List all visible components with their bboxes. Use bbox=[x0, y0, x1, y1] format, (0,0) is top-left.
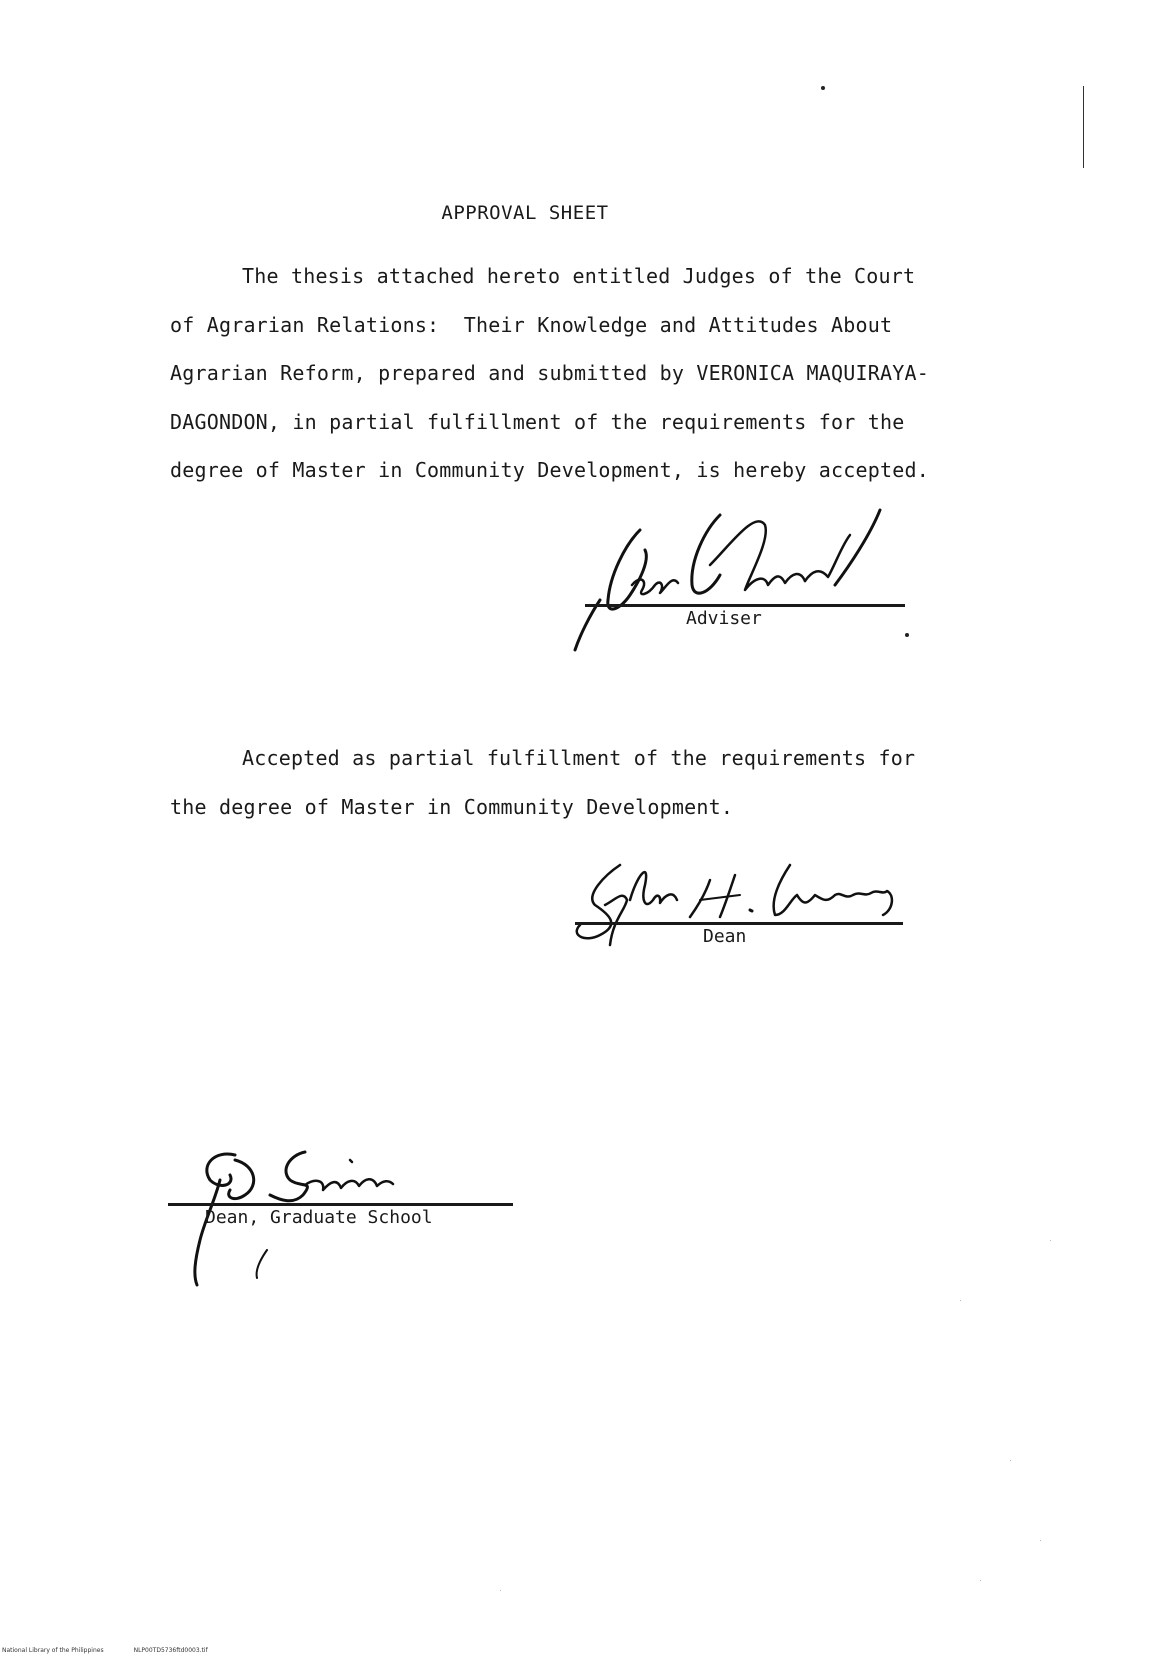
page-title: APPROVAL SHEET bbox=[441, 202, 609, 224]
scan-edge-mark bbox=[1083, 86, 1084, 168]
adviser-signature bbox=[580, 505, 920, 655]
dean-signature-line bbox=[575, 922, 903, 925]
footer-library: National Library of the Philippines bbox=[2, 1647, 104, 1654]
adviser-signature-line bbox=[585, 604, 905, 607]
scan-speckle bbox=[1040, 1540, 1041, 1541]
paragraph-line: Accepted as partial fulfillment of the requirements for bbox=[242, 746, 916, 770]
scan-speckle bbox=[980, 1580, 981, 1581]
acceptance-paragraph bbox=[170, 734, 916, 831]
scan-speckle bbox=[1050, 1240, 1051, 1241]
paragraph-line: Agrarian Reform, prepared and submitted by VERONICA MAQUIRAYA- bbox=[170, 361, 929, 385]
scan-dot bbox=[821, 86, 825, 90]
paragraph-line: DAGONDON, in partial fulfillment of the requirements for the bbox=[170, 409, 905, 434]
graduate-dean-signature-line bbox=[168, 1203, 513, 1206]
approval-paragraph bbox=[170, 252, 929, 495]
adviser-label: Adviser bbox=[686, 608, 762, 629]
graduate-dean-label: Dean, Graduate School bbox=[205, 1207, 433, 1228]
scan-speckle bbox=[500, 1590, 501, 1591]
paragraph-line: degree of Master in Community Development, is hereby accepted. bbox=[170, 458, 929, 482]
paragraph-line: the degree of Master in Community Development. bbox=[170, 794, 734, 819]
scan-speckle bbox=[960, 1300, 961, 1301]
dean-label: Dean bbox=[703, 926, 747, 947]
paragraph-line: The thesis attached hereto entitled Judges of the Court bbox=[242, 264, 916, 288]
footer-file-id: NLP00TD5736ftd0003.tif bbox=[133, 1647, 208, 1654]
paragraph-line: of Agrarian Relations: Their Knowledge and Attitudes About bbox=[170, 312, 893, 337]
scan-speckle bbox=[1010, 1460, 1011, 1461]
footer bbox=[2, 1647, 238, 1654]
